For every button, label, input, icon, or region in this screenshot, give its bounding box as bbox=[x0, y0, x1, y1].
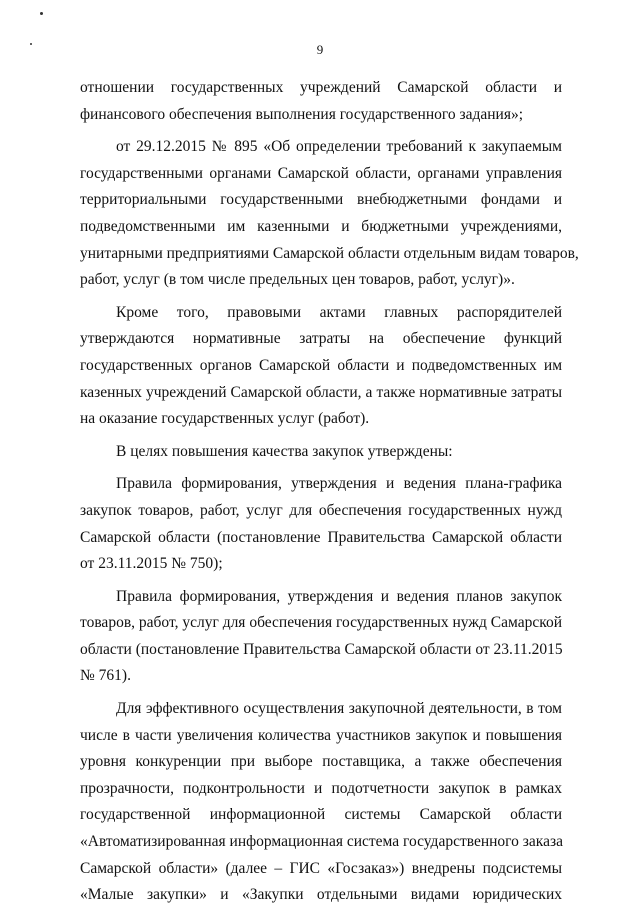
text-line: подведомственными им казенными и бюджетными учреждениями, bbox=[80, 217, 562, 235]
text-line: товаров, работ, услуг для обеспечения государственных нужд Самарской bbox=[80, 614, 562, 632]
text-line: от 29.12.2015 № 895 «Об определении требований к закупаемым bbox=[116, 138, 562, 156]
text-line: государственной информационной системы Самарской области bbox=[80, 806, 562, 824]
text-line: прозрачности, подконтрольности и подотчетности закупок в рамках bbox=[80, 779, 562, 797]
text-line: на оказание государственных услуг (работ). bbox=[80, 410, 370, 428]
text-line: Правила формирования, утверждения и ведения плана-графика bbox=[116, 475, 562, 493]
text-line: государственными органами Самарской области, органами управления bbox=[80, 164, 562, 182]
text-line: закупок товаров, работ, услуг для обеспечения государственных нужд bbox=[80, 501, 562, 519]
document-body bbox=[80, 75, 579, 909]
text-line: унитарными предприятиями Самарской области отдельным видам товаров, bbox=[80, 244, 579, 262]
text-line: государственных органов Самарской области и подведомственных им bbox=[80, 356, 562, 374]
text-line: В целях повышения качества закупок утверждены: bbox=[116, 442, 453, 460]
text-line: территориальными государственными внебюджетными фондами и bbox=[80, 191, 562, 209]
page-number: 9 bbox=[316, 42, 324, 57]
text-line: утверждаются нормативные затраты на обеспечение функций bbox=[80, 330, 562, 348]
text-line: казенных учреждений Самарской области, а также нормативные затраты bbox=[80, 383, 562, 401]
text-line: № 761). bbox=[80, 667, 131, 685]
scan-speck bbox=[40, 12, 43, 15]
paragraph bbox=[80, 75, 562, 128]
paragraph bbox=[80, 439, 562, 466]
text-line: числе в части увеличения количества участников закупок и повышения bbox=[80, 726, 562, 744]
text-line: уровня конкуренции при выборе поставщика, а также обеспечения bbox=[80, 753, 562, 771]
paragraph bbox=[80, 584, 562, 690]
text-line: Самарской области (постановление Правительства Самарской области bbox=[80, 528, 562, 546]
text-line: Кроме того, правовыми актами главных распорядителей bbox=[116, 303, 562, 321]
text-line: Для эффективного осуществления закупочной деятельности, в том bbox=[116, 700, 562, 718]
text-line: работ, услуг (в том числе предельных цен товаров, работ, услуг)». bbox=[80, 271, 515, 289]
paragraph bbox=[80, 134, 579, 294]
text-line: финансового обеспечения выполнения государственного задания»; bbox=[80, 105, 524, 123]
paragraph bbox=[80, 696, 562, 909]
text-line: области (постановление Правительства Самарской области от 23.11.2015 bbox=[80, 640, 563, 658]
text-line: «Автоматизированная информационная система государственного заказа bbox=[80, 833, 563, 851]
text-line: «Малые закупки» и «Закупки отдельными видами юридических bbox=[80, 886, 562, 904]
text-line: Самарской области» (далее – ГИС «Госзаказ») внедрены подсистемы bbox=[80, 859, 562, 877]
paragraph bbox=[80, 471, 562, 577]
text-line: от 23.11.2015 № 750); bbox=[80, 555, 223, 573]
text-line: Правила формирования, утверждения и ведения планов закупок bbox=[116, 587, 562, 605]
paragraph bbox=[80, 300, 562, 433]
text-line: отношении государственных учреждений Самарской области и bbox=[80, 79, 562, 96]
